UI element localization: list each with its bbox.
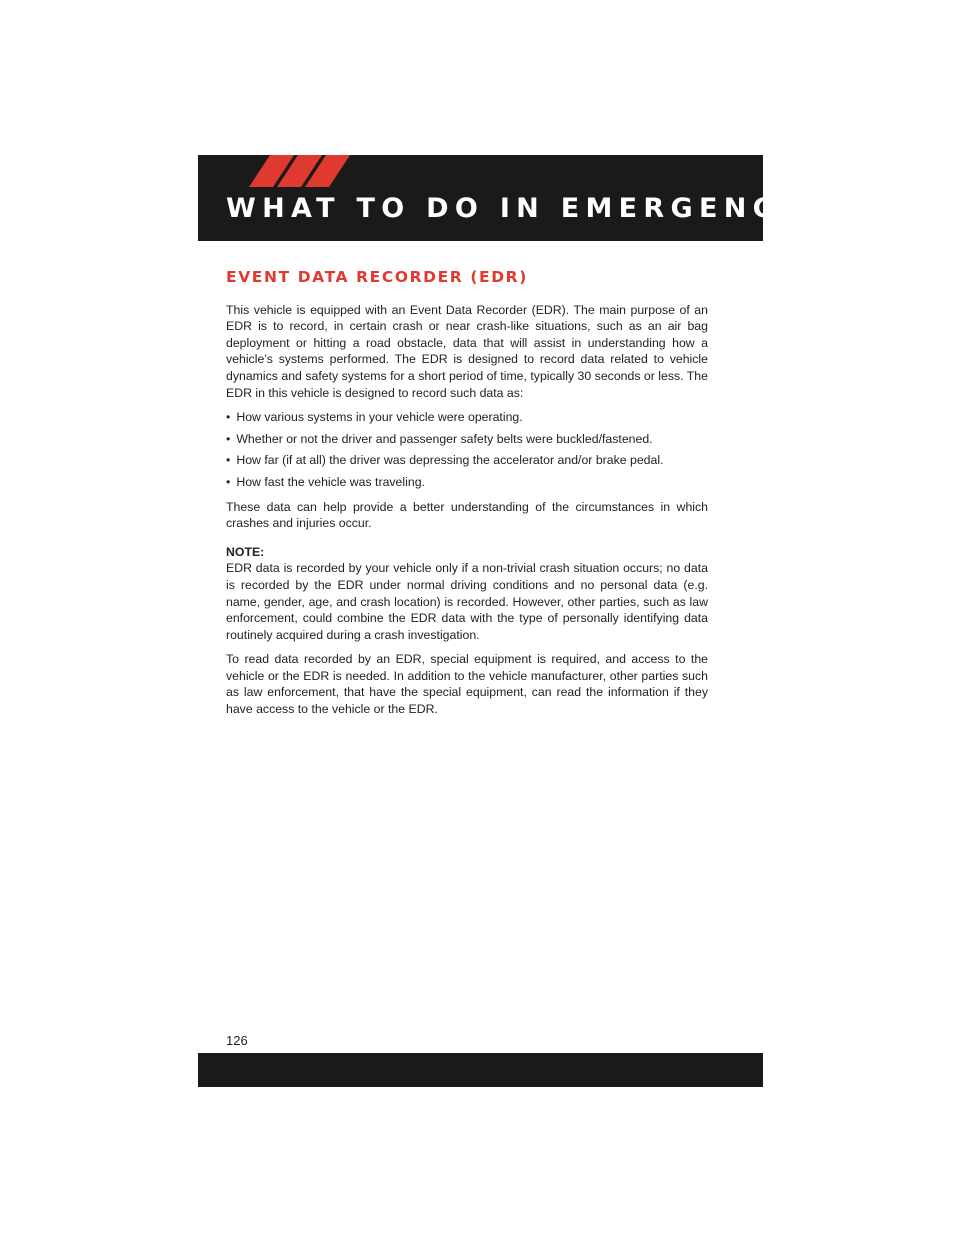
note-paragraph: EDR data is recorded by your vehicle only if a non-trivial crash situation occurs; no data is recorded by the EDR under normal driving conditions and no personal data (e.g. name, gender, age, and crash location) is recorded. However, other parties, such as law enforcement, could combine the EDR data with the type of personally identifying data routinely acquired during a crash investigation. [226,561,708,642]
list-item: • How various systems in your vehicle were operating. [226,409,708,426]
footer-band [198,1053,763,1087]
summary-paragraph: These data can help provide a better understanding of the circumstances in which crashes and injuries occur. [226,499,708,531]
list-item: • Whether or not the driver and passenger safety belts were buckled/fastened. [226,431,708,448]
section-header [198,155,846,241]
racing-stripes-logo [198,155,358,195]
main-content [226,269,708,726]
list-item: • How far (if at all) the driver was depressing the accelerator and/or brake pedal. [226,452,708,469]
access-paragraph: To read data recorded by an EDR, special equipment is required, and access to the vehicle or the EDR is needed. In addition to the vehicle manufacturer, other parties such as law enforcement, that have the special equipment, can read the information if they have access to the vehicle or the EDR. [226,652,708,717]
intro-paragraph: This vehicle is equipped with an Event Data Recorder (EDR). The main purpose of an EDR is to record, in certain crash or near crash-like situations, such as an air bag deployment or hitting a road obstacle, data that will assist in understanding how a vehicle’s systems performed. The EDR is designed to record data related to vehicle dynamics and safety systems for a short period of time, typically 30 seconds or less. The EDR in this vehicle is designed to record such data as: [226,302,708,400]
page-number: 126 [226,1033,248,1048]
bullet-list [226,409,708,490]
note-label: NOTE: [226,544,265,559]
page-heading: EVENT DATA RECORDER (EDR) [226,268,528,286]
section-title: WHAT TO DO IN EMERGENCIES [226,193,846,224]
list-item: • How fast the vehicle was traveling. [226,474,708,491]
